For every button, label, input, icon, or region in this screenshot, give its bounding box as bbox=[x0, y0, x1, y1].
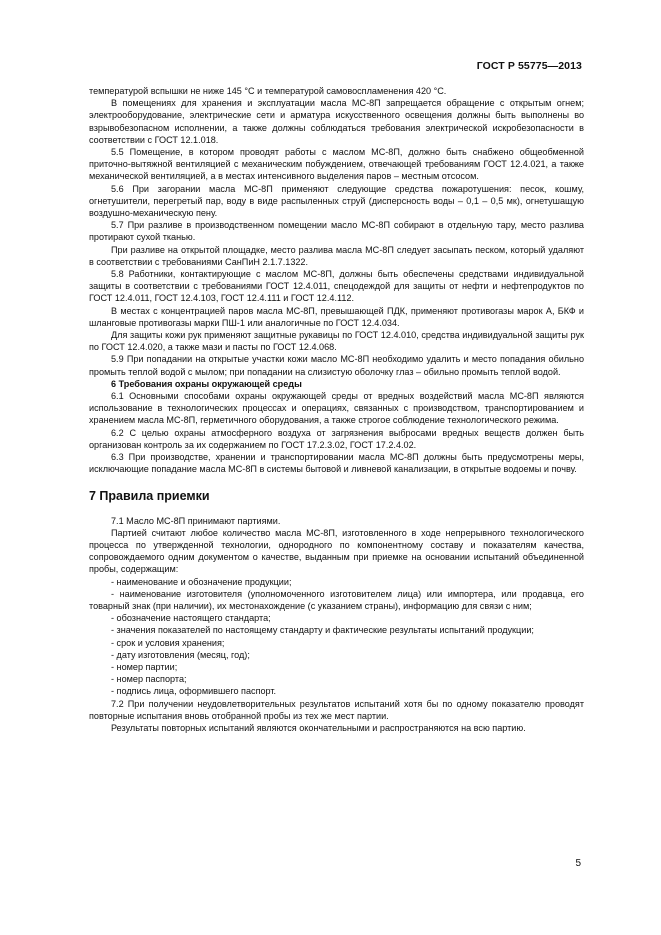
list-item: - дату изготовления (месяц, год); bbox=[111, 649, 250, 660]
section-6-heading: 6 Требования охраны окружающей среды bbox=[111, 378, 302, 389]
clause-6-2: 6.2 С целью охраны атмосферного воздуха от загрязнения выбросами вредных веществ должен быть организован контроль за их содержанием по ГОСТ 17.2.3.02, ГОСТ 17.2.4.02. bbox=[89, 427, 584, 450]
clause-5-6: 5.6 При загорании масла МС-8П применяют следующие средства пожаротушения: песок, кошму, огнетушители, перегретый пар, воду в виде распыленных струй (дисперсность воды – 0,1 – 0,5 мк), огнетушащую воздушно-механическую пену. bbox=[89, 183, 584, 219]
clause-5-5: 5.5 Помещение, в котором проводят работы с маслом МС-8П, должно быть снабжено общеобменной приточно-вытяжной вентиляцией с механическим побуждением, отвечающей требованиям ГОСТ 12.4.021, а также механической вентиляцией, а в местах интенсивного выделения паров – местным отсосом. bbox=[89, 147, 584, 182]
clause-5-7: 5.7 При разливе в производственном помещении масло МС-8П собирают в отдельную тару, место разлива протирают сухой тканью. bbox=[89, 220, 584, 243]
paragraph: Для защиты кожи рук применяют защитные рукавицы по ГОСТ 12.4.010, средства индивидуальной защиты рук по ГОСТ 12.4.020, а также мази и пасты по ГОСТ 12.4.068. bbox=[89, 330, 584, 353]
list-item: - обозначение настоящего стандарта; bbox=[111, 613, 271, 624]
list-item: - наименование и обозначение продукции; bbox=[111, 576, 292, 587]
clause-5-9: 5.9 При попадании на открытые участки кожи масло МС-8П необходимо удалить и место попадания обильно промыть теплой водой с мылом; при попадании на слизистую оболочку глаз – обильно промыть теплой водой. bbox=[89, 354, 584, 377]
paragraph: Результаты повторных испытаний являются окончательными и распространяются на всю партию. bbox=[111, 722, 526, 733]
list-item: - номер партии; bbox=[111, 661, 178, 672]
paragraph: В местах с концентрацией паров масла МС-8П, превышающей ПДК, применяют противогазы марок А, БКФ и шланговые противогазы марки ПШ-1 или аналогичные по ГОСТ 12.4.034. bbox=[89, 305, 584, 328]
section-7-heading: 7 Правила приемки bbox=[89, 488, 210, 503]
list-item: - номер паспорта; bbox=[111, 674, 187, 685]
document-body bbox=[89, 85, 584, 734]
paragraph: Партией считают любое количество масла МС-8П, изготовленного в ходе непрерывного технологического процесса по утвержденной технологии, однородного по компонентному составу и показателям качества, сопровождаемого одним документом о качестве, выданным при приемке на основании испытаний объединенной пробы, содержащим: bbox=[89, 527, 584, 575]
clause-7-2: 7.2 При получении неудовлетворительных результатов испытаний хотя бы по одному показателю проводят повторные испытания вновь отобранной пробы из тех же мест партии. bbox=[89, 698, 584, 721]
clause-5-8: 5.8 Работники, контактирующие с маслом МС-8П, должны быть обеспечены средствами индивидуальной защиты в соответствии с требованиями ГОСТ 12.4.011, спецодеждой для защиты от нефти и нефтепродуктов по ГОСТ 12.4.011, ГОСТ 12.4.103, ГОСТ 12.4.111 и ГОСТ 12.4.112. bbox=[89, 269, 584, 304]
page-number: 5 bbox=[575, 858, 581, 869]
paragraph: При разливе на открытой площадке, место разлива масла МС-8П следует засыпать песком, который удаляют в соответствии с требованиями СанПиН 2.1.7.1322. bbox=[89, 244, 584, 267]
list-item: - подпись лица, оформившего паспорт. bbox=[111, 686, 277, 697]
list-item: - значения показателей по настоящему стандарту и фактические результаты испытаний продукции; bbox=[111, 625, 534, 636]
list-item: - срок и условия хранения; bbox=[111, 637, 225, 648]
clause-6-3: 6.3 При производстве, хранении и транспортировании масла МС-8П должны быть предусмотрены меры, исключающие попадание масла МС-8П в системы бытовой и ливневой канализации, в открытые водоемы и почву. bbox=[89, 452, 584, 475]
clause-7-1: 7.1 Масло МС-8П принимают партиями. bbox=[111, 515, 281, 526]
paragraph: В помещениях для хранения и эксплуатации масла МС-8П запрещается обращение с открытым огнем; электрооборудование, электрические сети и арматура искусственного освещения должны быть выполнены во взрывобезопасном исполнении, а также должны соблюдаться требования электрической искробезопасности в соответствии с ГОСТ 12.1.018. bbox=[89, 98, 584, 145]
document-code-header: ГОСТ Р 55775—2013 bbox=[476, 60, 582, 72]
paragraph-continuation: температурой вспышки не ниже 145 °С и температурой самовоспламенения 420 °С. bbox=[89, 86, 447, 96]
list-item: - наименование изготовителя (уполномоченного изготовителем лица) или импортера, или продавца, его товарный знак (при наличии), их местонахождение (с указанием страны), информацию для связи с ним; bbox=[89, 588, 584, 611]
clause-6-1: 6.1 Основными способами охраны окружающей среды от вредных воздействий масла МС-8П являются использование в технологических процессах и операциях, связанных с производством, транспортированием и хранением масла МС-8П, герметичного оборудования, а также строгое соблюдение технологического режима. bbox=[89, 391, 584, 426]
